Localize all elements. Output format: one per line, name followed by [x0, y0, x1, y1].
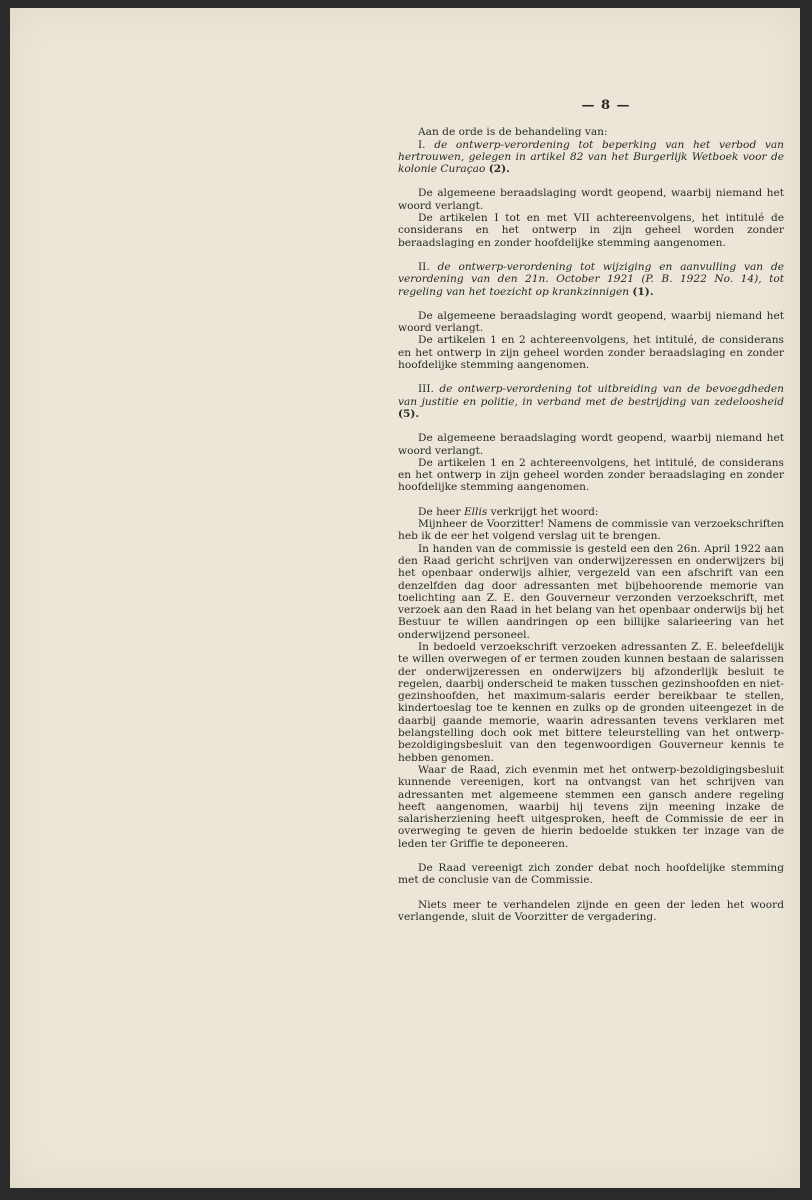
item-ref: (1). — [632, 285, 654, 298]
item-title: de ontwerp-verordening tot wijziging en aanvulling van de verordening van den 21n. October 1921 (P. B. 1922 No. 14), tot regeling van het toezicht op krankzinnigen — [398, 260, 784, 298]
debate-paragraph: De algemeene beraadslaging wordt geopend, waarbij niemand het woord verlangt. — [398, 309, 784, 335]
item-numeral: III. — [418, 383, 434, 396]
page-number: — 8 — — [581, 98, 631, 113]
speaker-line — [398, 506, 784, 518]
document-page — [10, 8, 800, 1188]
item-title: de ontwerp-verordening tot beperking van het verbod van hertrouwen, gelegen in artikel 82 van het Burgerlijk Wetboek voor de kolonie Curaçao — [398, 138, 784, 176]
agenda-item-3 — [398, 383, 784, 420]
item-ref: (5). — [398, 407, 420, 420]
closing-paragraph: Niets meer te verhandelen zijnde en geen der leden het woord verlangende, sluit de Voorzitter de vergadering. — [398, 898, 784, 923]
debate-paragraph: De algemeene beraadslaging wordt geopend, waarbij niemand het woord verlangt. — [398, 187, 784, 212]
item-numeral: II. — [418, 260, 430, 273]
conclusion-paragraph: De Raad vereenigt zich zonder debat noch hoofdelijke stemming met de conclusie van de Commissie. — [398, 862, 784, 887]
speech-paragraph: In bedoeld verzoekschrift verzoeken adressanten Z. E. beleefdelijk te willen overwegen of er termen zouden kunnen bestaan de salarissen der onderwijzeressen en onderwijzers bij afzonderlijk besluit te regelen, daarbij onderscheid te maken tusschen gezinshoofden en niet-gezinshoofden, het maximum-salaris eerder bereikbaar te stellen, kindertoeslag toe te kennen en zulks op de gronden uiteengezet in de daarbij gaande memorie, waarin adressanten tevens verklaren met belangstelling doch ook met bittere teleurstelling van het ontwerp-bezoldigingsbesluit van den tegenwoordigen Gouverneur kennis te hebben genomen. — [398, 640, 784, 764]
text-column — [398, 100, 784, 923]
item-numeral: I. — [418, 138, 426, 151]
item-title: de ontwerp-verordening tot uitbreiding van de bevoegdheden van justitie en politie, in verband met de bestrijding van zedeloosheid — [398, 383, 784, 408]
debate-paragraph: De algemeene beraadslaging wordt geopend, waarbij niemand het woord verlangt. — [398, 432, 784, 457]
speaker-name: Ellis — [463, 505, 488, 518]
item-ref: (2). — [488, 163, 510, 176]
speaker-suffix: verkrijgt het woord: — [490, 505, 599, 518]
result-paragraph: De artikelen I tot en met VII achtereenvolgens, het intitulé de considerans en het ontwerp in zijn geheel worden zonder beraadslaging en zonder hoofdelijke stemming aangenomen. — [398, 212, 784, 249]
agenda-item-2 — [398, 261, 784, 298]
speaker-prefix: De heer — [418, 505, 461, 518]
speech-paragraph: Waar de Raad, zich evenmin met het ontwerp-bezoldigingsbesluit kunnende vereenigen, kort na ontvangst van het schrijven van adressanten met algemeene stemmen een gansch andere regeling heeft aangenomen, waarbij hij tevens zijn meening inzake de salarisherziening heeft uitgesproken, heeft de Commissie de eer in overweging te geven de hierin bedoelde stukken ter inzage van de leden ter Griffie te deponeeren. — [398, 763, 784, 850]
speech-paragraph: Mijnheer de Voorzitter! Namens de commissie van verzoekschriften heb ik de eer het volgend verslag uit te brengen. — [398, 518, 784, 543]
result-paragraph: De artikelen 1 en 2 achtereenvolgens, het intitulé, de considerans en het ontwerp in zijn geheel worden zonder beraadslaging en zonder hoofdelijke stemming aangenomen. — [398, 456, 784, 494]
speech-paragraph: In handen van de commissie is gesteld een den 26n. April 1922 aan den Raad gericht schrijven van onderwijzeressen en onderwijzers bij het openbaar onderwijs alhier, vergezeld van een afschrift van een denzelfden dag door adressanten met bijbehoorende memorie van toelichting aan Z. E. den Gouverneur verzonden verzoekschrift, met verzoek aan den Raad in het belang van het openbaar onderwijs bij het Bestuur te willen aandringen op een billijke salarieering van het onderwijzend personeel. — [398, 542, 784, 641]
agenda-intro: Aan de orde is de behandeling van: — [418, 126, 608, 139]
result-paragraph: De artikelen 1 en 2 achtereenvolgens, het intitulé, de considerans en het ontwerp in zijn geheel worden zonder beraadslaging en zonder hoofdelijke stemming aangenomen. — [398, 334, 784, 372]
agenda-item-1 — [398, 139, 784, 176]
